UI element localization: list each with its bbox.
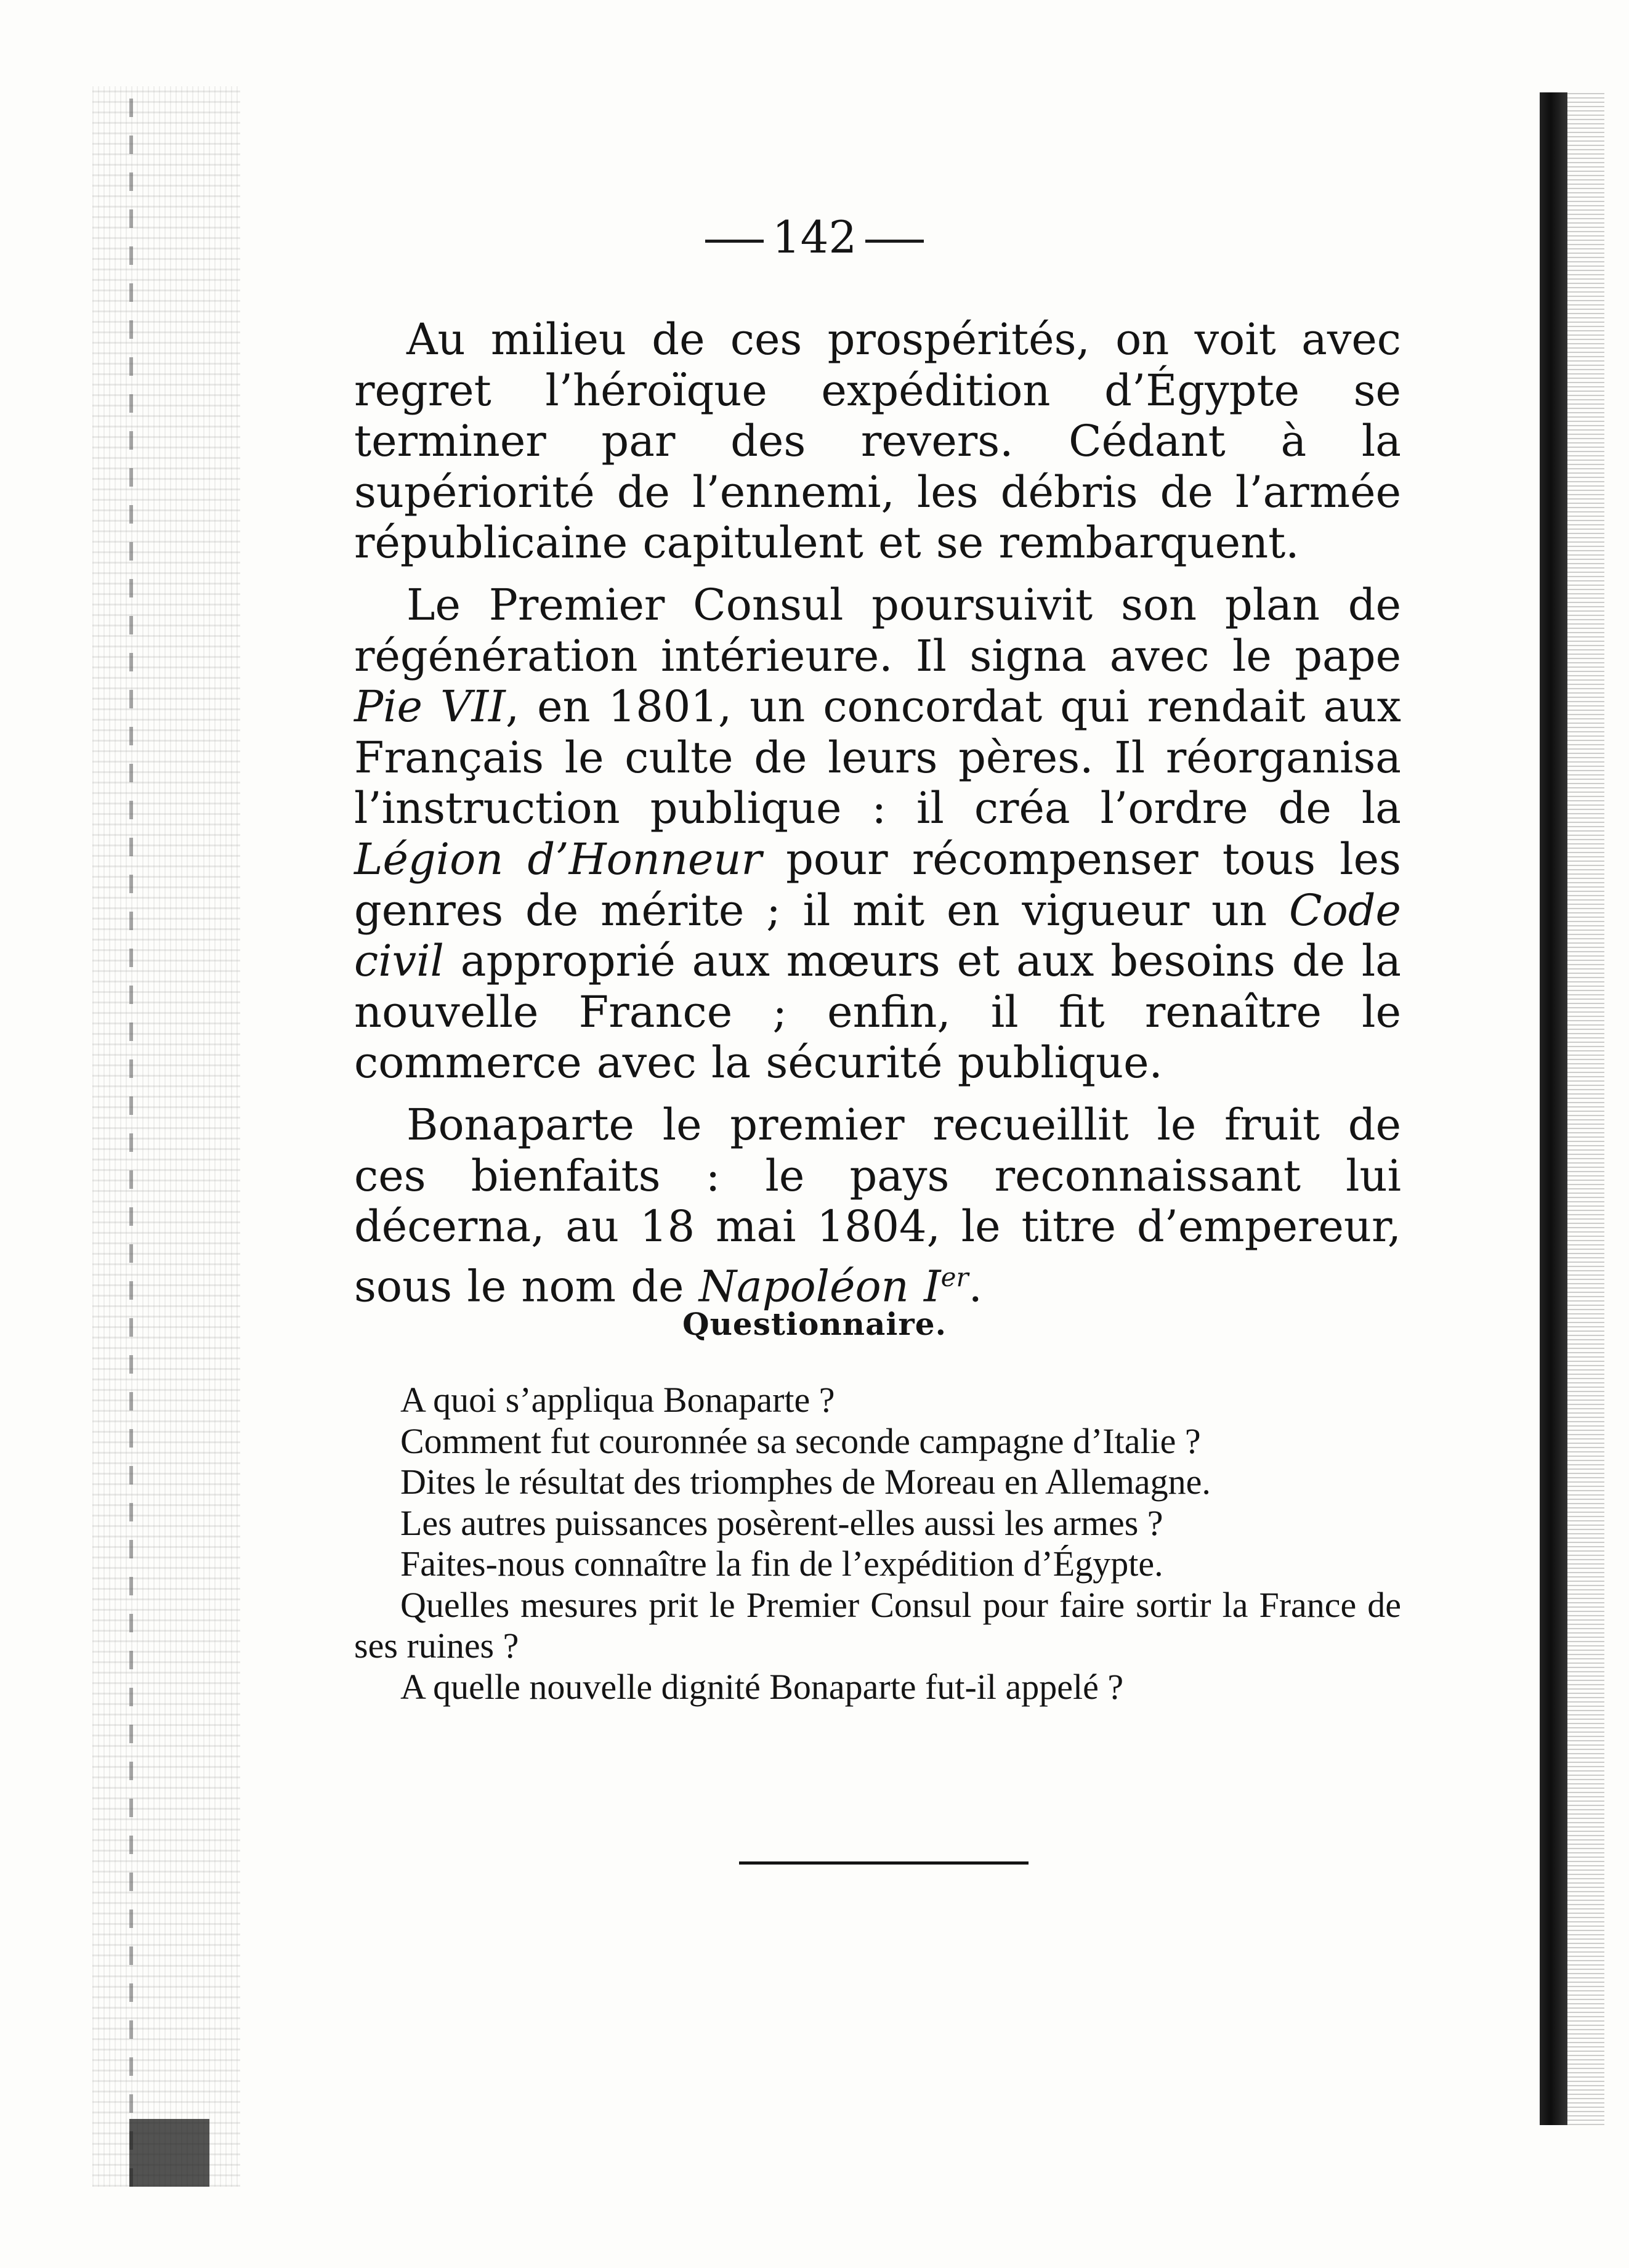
italic-text: er — [940, 1262, 969, 1292]
questionnaire-list — [354, 1380, 1401, 1707]
paragraph — [354, 580, 1401, 1088]
italic-text: Code civil — [354, 885, 1401, 987]
page-number-dash-left — [705, 240, 764, 243]
page-binding-corner — [129, 2119, 209, 2187]
page-edge-shadow — [1540, 92, 1567, 2125]
text-run: Le Premier Consul poursuivit son plan de régénération intérieure. Il signa avec le pape — [354, 579, 1401, 681]
text-run: . — [968, 1261, 982, 1312]
text-run: Au milieu de ces prospérités, on voit avec regret l’héroïque expédition d’Égypte se terminer par des revers. Cédant à la supériorité de l’ennemi, les débris de l’armée républicaine capitulent et se rembarquent. — [354, 314, 1401, 569]
text-run: pour récompenser tous les genres de mérite ; il mit en vigueur un — [354, 833, 1401, 936]
page-binding-shadow — [92, 86, 240, 2187]
italic-text: Napoléon I — [698, 1261, 941, 1312]
question-item: Les autres puissances posèrent-elles aussi les armes ? — [400, 1502, 1163, 1543]
text-run: Bonaparte le premier recueillit le fruit de ces bienfaits : le pays reconnaissant lui décerna, au 18 mai 1804, le titre d’empereur, sous le nom de — [354, 1099, 1401, 1312]
body-text — [354, 314, 1401, 1312]
page-number — [0, 209, 1629, 265]
paragraph — [354, 314, 1401, 569]
page-number-dash-right — [865, 240, 924, 243]
closing-rule — [739, 1861, 1029, 1865]
page-number-value: 142 — [772, 211, 857, 263]
italic-text: Légion d’Honneur — [354, 833, 762, 885]
page-edge-grain — [1567, 92, 1604, 2125]
question-item: A quoi s’appliqua Bonaparte ? — [400, 1380, 835, 1420]
italic-text: Pie VII — [354, 681, 506, 732]
text-run: , en 1801, un concordat qui rendait aux Français le culte de leurs pères. Il réorganisa l’instruction publique : il créa l’ordre de la — [354, 681, 1401, 834]
paragraph — [354, 1100, 1401, 1312]
text-run: approprié aux mœurs et aux besoins de la nouvelle France ; enfin, il fit renaître le commerce avec la sécurité publique. — [354, 936, 1401, 1088]
question-item: Comment fut couronnée sa seconde campagne d’Italie ? — [400, 1420, 1201, 1461]
questionnaire-title: Questionnaire. — [682, 1306, 947, 1342]
question-item: Dites le résultat des triomphes de Moreau en Allemagne. — [400, 1462, 1211, 1502]
question-item: Quelles mesures prit le Premier Consul pour faire sortir la France de ses ruines ? — [354, 1584, 1401, 1666]
question-item: A quelle nouvelle dignité Bonaparte fut-il appelé ? — [400, 1666, 1124, 1707]
question-item: Faites-nous connaître la fin de l’expédition d’Égypte. — [400, 1544, 1163, 1584]
